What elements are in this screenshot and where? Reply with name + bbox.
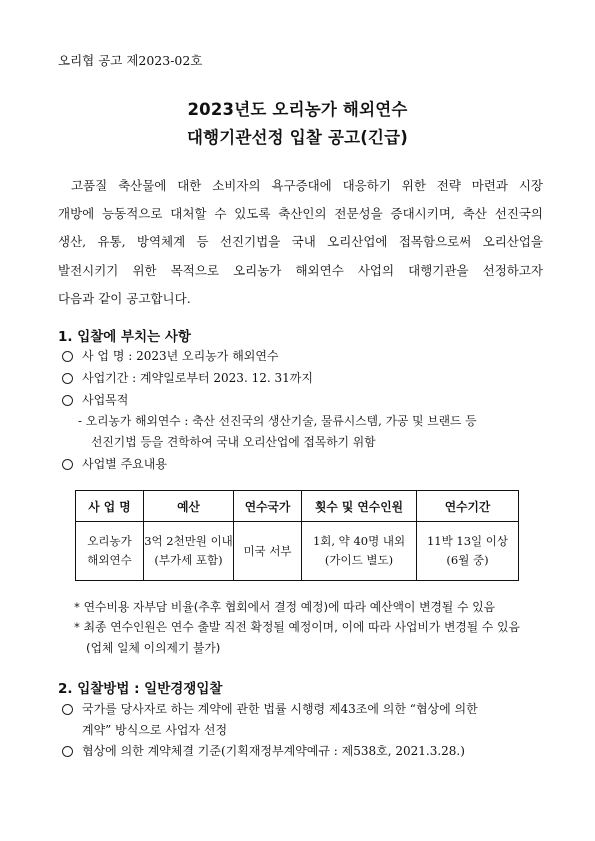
- table-cell-count: [302, 522, 417, 581]
- note-2-continued: (업체 일체 이의제기 불가): [86, 641, 221, 655]
- note-1: * 연수비용 자부담 비율(추후 협회에서 결정 예정)에 따라 예산액이 변경될 수 있음: [74, 600, 496, 614]
- item1-text: 국가를 당사자로 하는 계약에 관한 법률 시행령 제43조에 의한 “협상에 의한: [82, 702, 478, 716]
- section2-item2: [62, 742, 465, 759]
- notice-number: 오리협 공고 제2023-02호: [58, 53, 203, 68]
- note-2: * 최종 연수인원은 연수 출발 직전 확정될 예정이며, 이에 따라 사업비가 변경될 수 있음: [74, 620, 520, 634]
- contents-label: 사업별 주요내용: [82, 457, 167, 471]
- circle-bullet-icon: [62, 704, 73, 715]
- intro-line: 발전시키기 위한 목적으로 오리농가 해외연수 사업의 대행기관을 선정하고자: [58, 262, 543, 278]
- section2-item1-continued: 계약” 방식으로 사업자 선정: [82, 723, 228, 737]
- purpose-detail-line1: - 오리농가 해외연수 : 축산 선진국의 생산기술, 물류시스템, 가공 및 브랜드 등: [78, 414, 477, 428]
- cell-text: (6월 중): [446, 553, 489, 567]
- intro-line: 다음과 같이 공고합니다.: [58, 290, 191, 306]
- circle-bullet-icon: [62, 746, 73, 757]
- period-text: 사업기간 : 계약일로부터 2023. 12. 31까지: [82, 371, 313, 385]
- intro-line: 개방에 능동적으로 대처할 수 있도록 축산인의 전문성을 증대시키며, 축산 선진국의: [58, 206, 543, 222]
- circle-bullet-icon: [62, 351, 73, 362]
- item2-text: 협상에 의한 계약체결 기준(기획재정부계약예규 : 제538호, 2021.3.28.): [82, 744, 465, 758]
- section2-heading: 2. 입찰방법 : 일반경쟁입찰: [58, 681, 223, 697]
- table-header: 연수국가: [234, 491, 302, 522]
- intro-paragraph: [58, 172, 543, 313]
- cell-text: (가이드 별도): [324, 553, 394, 567]
- table-header: 예산: [144, 491, 234, 522]
- table-cell-country: [234, 522, 302, 581]
- cell-text: 11박 13일 이상: [426, 534, 508, 548]
- purpose-detail-line2: 선진기법 등을 견학하여 국내 오리산업에 접목하기 위함: [91, 435, 376, 449]
- purpose-label: 사업목적: [82, 393, 129, 407]
- table-header: 횟수 및 연수인원: [302, 491, 417, 522]
- table-header: 연수기간: [417, 491, 519, 522]
- section1-contents: [62, 455, 167, 472]
- document-title-line2: 대행기관선정 입찰 공고(긴급): [186, 128, 409, 147]
- intro-line: 생산, 유통, 방역체계 등 선진기법을 국내 오리산업에 접목함으로써 오리산업을: [58, 234, 543, 250]
- circle-bullet-icon: [62, 373, 73, 384]
- table-header-row: [76, 491, 519, 522]
- cell-text: 해외연수: [87, 553, 132, 567]
- table-header: 사 업 명: [76, 491, 144, 522]
- circle-bullet-icon: [62, 395, 73, 406]
- table-cell-budget: [144, 522, 234, 581]
- section1-heading: 1. 입찰에 부치는 사항: [58, 329, 191, 345]
- section1-business-name: [62, 347, 279, 364]
- cell-text: 1회, 약 40명 내외: [312, 534, 406, 548]
- cell-text: (부가세 포함): [154, 553, 223, 567]
- table-cell-name: [76, 522, 144, 581]
- cell-text: 3억 2천만원 이내: [144, 534, 233, 548]
- circle-bullet-icon: [62, 459, 73, 470]
- section1-purpose: [62, 391, 128, 408]
- cell-text: 오리농가: [87, 534, 132, 548]
- document-title-line1: 2023년도 오리농가 해외연수: [187, 100, 408, 119]
- intro-line: 고품질 축산물에 대한 소비자의 욕구증대에 대응하기 위한 전략 마련과 시장: [71, 178, 543, 193]
- section2-item1: [62, 700, 478, 717]
- table-cell-duration: [417, 522, 519, 581]
- table-row: [76, 522, 519, 581]
- business-table: [75, 490, 519, 581]
- business-name-text: 사 업 명 : 2023년 오리농가 해외연수: [82, 349, 279, 363]
- cell-text: 미국 서부: [243, 543, 292, 558]
- section1-period: [62, 369, 313, 386]
